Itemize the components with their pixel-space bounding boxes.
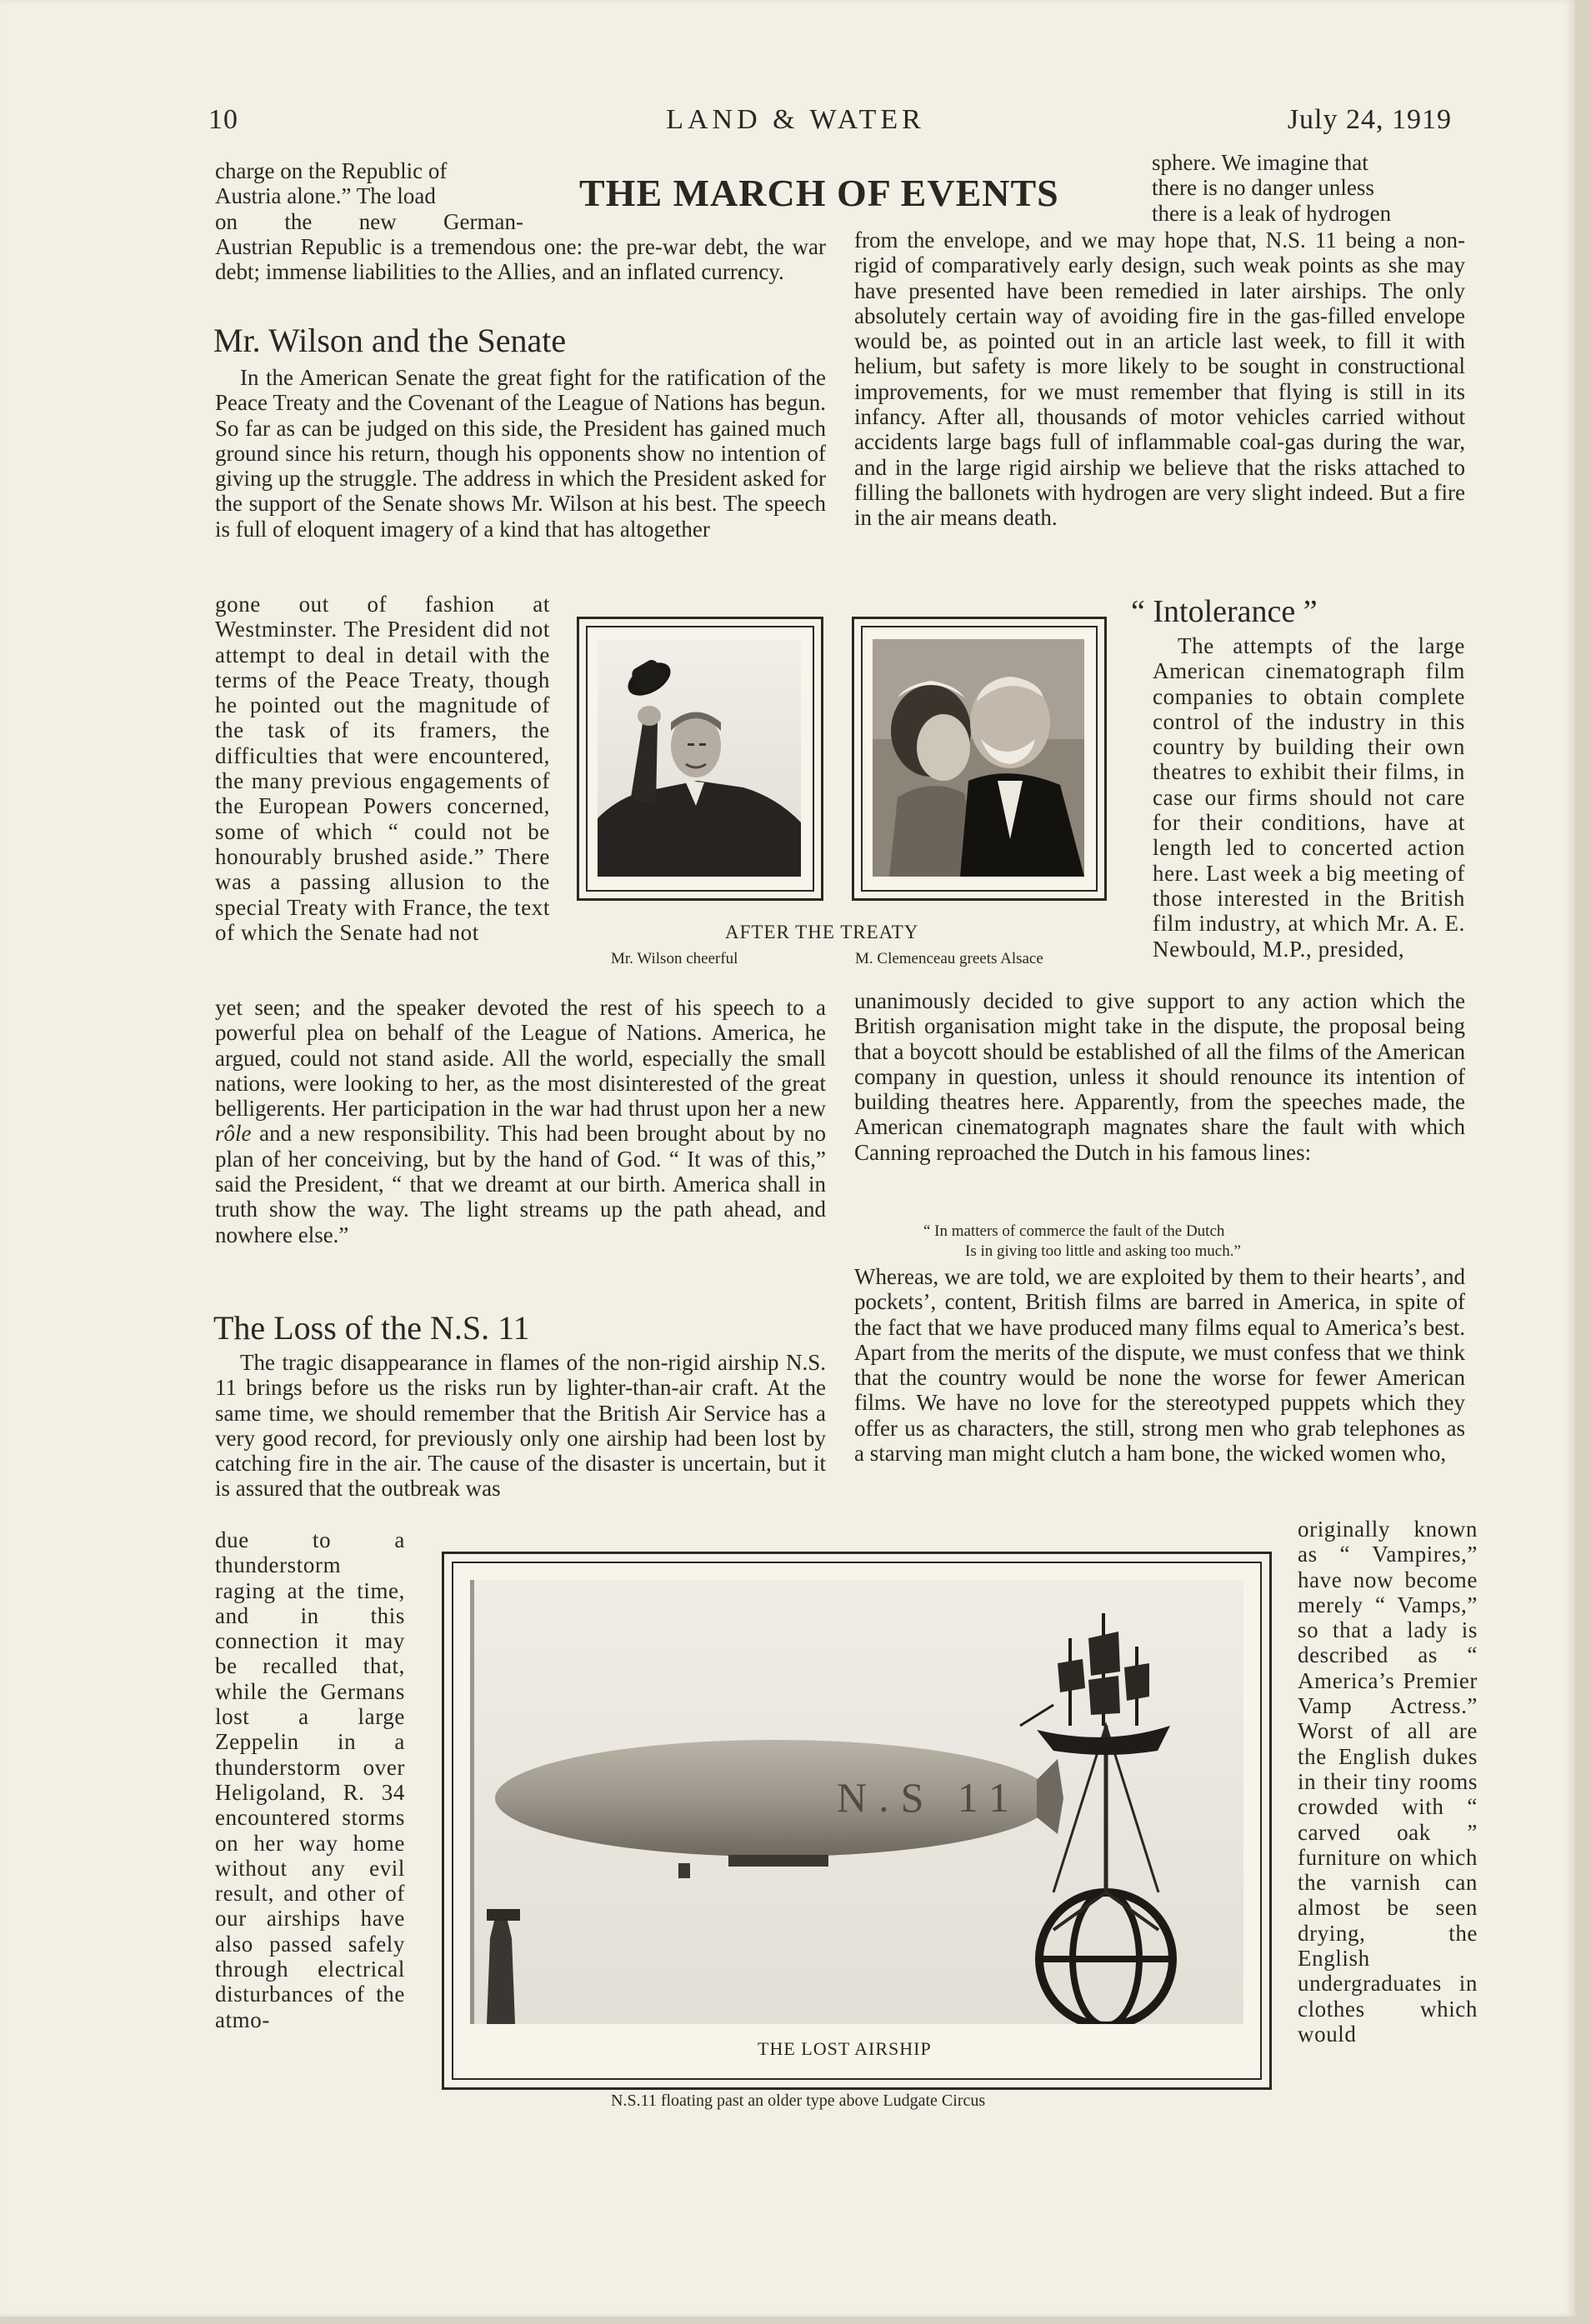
wilson-paragraph-text: In the American Senate the great fight for the ratification of the Peace Treaty and the Covenant of the League of Nations has begun. So far as can be judged on this side, the President has gained much ground since his return, though his opponents show no intention of giving up the struggle. The address in which the President asked for the support of the Senate shows Mr. Wilson at his best. The speech is full of eloquent imagery of a kind that has altogether: [215, 365, 826, 542]
airship-continuation-text: from the envelope, and we may hope that, N.S. 11 being a non-rigid of comparatively early design, such weak points as she may have presented have been remedied in later airships. The only absolutely certain way of avoiding fire in the gas-filled envelope would be, as pointed out in an article last week, to fill it with helium, but safety is more likely to be sought in constructional improvements, for we must remember that flying is still in its infancy. After all, thousands of motor vehicles carried without accidents large bags full of inflammable coal-gas during the war, and in the large rigid airship we believe that the risks attached to filling the ballonets with hydrogen are very slight indeed. But a fire in the air means death.: [854, 227, 1465, 531]
issue-date: July 24, 1919: [1287, 104, 1452, 135]
intolerance-continuation: [854, 988, 1465, 1165]
ns11-narrow-text: due to a thunderstorm raging at the time, and in this connection it may be recalled that, while the Germans lost a large Zeppelin in a thunderstorm over Heligoland, R. 34 encountered storms on her way home without any evil result, and other of our airships have also passed safely through electrical disturbances of the atmo-: [215, 1527, 405, 2032]
intolerance-paragraph-2: [854, 1264, 1465, 1466]
canning-quote-line1: “ In matters of commerce the fault of the Dutch: [923, 1222, 1225, 1240]
clemenceau-photo-frame: [852, 617, 1107, 901]
clemenceau-photo-image: [873, 639, 1084, 877]
intro-line: on the new German-: [215, 208, 523, 234]
section-heading-ns11: The Loss of the N.S. 11: [213, 1309, 530, 1347]
wilson-cont-text: yet seen; and the speaker devoted the rest of his speech to a powerful plea on behalf of the League of Nations. America, he argued, could not stand aside. All the world, especially the small nations, were looking to her, as the most disinterested of the great belligerents. Her participation in the war had thrust upon her a new: [215, 995, 826, 1122]
page-number: 10: [208, 104, 238, 135]
canning-quote-line2: Is in giving too little and asking too much.”: [965, 1242, 1241, 1260]
airship-caption: N.S.11 floating past an older type above Ludgate Circus: [611, 2092, 986, 2110]
col2-top-line: there is a leak of hydrogen: [1152, 200, 1392, 226]
photos-caption-title: AFTER THE TREATY: [725, 922, 919, 942]
wilson-continuation: [215, 995, 826, 1247]
intolerance-narrow-2-text: originally known as “ Vampires,” have now become merely “ Vamps,” so that a lady is described as “ America’s Premier Vamp Actress.” Worst of all are the English dukes in their tiny rooms crowded with “ carved oak ” furniture on which the varnish can almost be seen drying, the English undergraduates in clothes which would: [1298, 1517, 1478, 2047]
wilson-paragraph: [215, 365, 826, 542]
publication-title: LAND & WATER: [666, 104, 925, 135]
wilson-caption: Mr. Wilson cheerful: [611, 950, 738, 967]
intro-paragraph: Austrian Republic is a tremendous one: the pre-war debt, the war debt; immense liabilities to the Allies, and an inflated currency.: [215, 234, 826, 285]
ns11-paragraph-text: The tragic disappearance in flames of the non-rigid airship N.S. 11 brings before us the risks run by lighter-than-air craft. At the same time, we should remember that the British Air Service has a very good record, for previously only one airship had been lost by catching fire in the air. The cause of the disaster is uncertain, but it is assured that the outbreak was: [215, 1350, 826, 1502]
airship-photo-image: [470, 1580, 1243, 2024]
intro-lines: [215, 158, 523, 234]
intolerance-narrow-column-2: [1298, 1517, 1478, 2047]
clemenceau-photo: [873, 639, 1084, 877]
intolerance-continuation-text: unanimously decided to give support to any action which the British organisation might take in the dispute, the proposal being that a boycott should be established of all the films of the American company in question, unless it should renounce its intention of building theatres here. Apparently, from the speeches made, the American cinematograph magnates share the fault with which Canning reproached the Dutch in his famous lines:: [854, 988, 1465, 1165]
wilson-narrow-text: gone out of fashion at Westminster. The President did not attempt to deal in detail with the terms of the Peace Treaty, though he pointed out the magnitude of the task of its framers, the difficulties that were encountered, the many previous engagements of the European Powers concerned, some of which “ could not be honourably brushed aside.” There was a passing allusion to the special Treaty with France, the text of which the Senate had not: [215, 592, 550, 945]
airship-continuation: [854, 227, 1465, 531]
clemenceau-caption: M. Clemenceau greets Alsace: [855, 950, 1043, 967]
wilson-continuation-text: [215, 995, 826, 1247]
wilson-photo: [598, 639, 801, 877]
airship-caption-title: THE LOST AIRSHIP: [758, 2038, 932, 2059]
intolerance-paragraph-2-text: Whereas, we are told, we are exploited by them to their hearts’, and pockets’, content, British films are barred in America, in spite of the fact that we have produced many films equal to America’s best. Apart from the merits of the dispute, we must confess that we think that the country would be none the worse for fewer American films. We have no love for the stereotyped puppets which they offer us as characters, the still, strong men who grab telephones as a starving man might clutch a ham bone, the wicked women who,: [854, 1264, 1465, 1467]
wilson-cont-italic: rôle: [215, 1121, 252, 1147]
col2-top-line: there is no danger unless: [1152, 175, 1374, 201]
col2-top-lines: [1152, 150, 1465, 226]
intolerance-narrow-column: [1153, 633, 1465, 962]
col2-top-line: sphere. We imagine that: [1152, 150, 1368, 175]
intolerance-narrow-text: The attempts of the large American cinematograph film companies to obtain complete control of the industry in this country by building their own theatres to exhibit their films, in case our firms should not care for their conditions, have at length led to concerted action here. Last week a big meeting of those interested in the British film industry, at which Mr. A. E. Newbould, M.P., presided,: [1153, 633, 1465, 962]
wilson-cont-text: and a new responsibility. This had been brought about by no plan of her conceiving, but by the hand of God. “ It was of this,” said the President, “ that we dreamt at our birth. America shall in truth show the way. The light streams up the path ahead, and nowhere else.”: [215, 1121, 826, 1247]
page-edge-right: [1575, 0, 1591, 2324]
page-edge-bottom: [0, 2317, 1591, 2324]
airship-hull-marking: N.S 11: [837, 1774, 1022, 1821]
airship-photo-inner-frame: [452, 1562, 1262, 2080]
wilson-photo-image: [598, 639, 801, 877]
section-heading-intolerance: “ Intolerance ”: [1131, 594, 1318, 629]
wilson-narrow-column: [215, 592, 550, 945]
ns11-paragraph: [215, 1350, 826, 1502]
section-heading-wilson: Mr. Wilson and the Senate: [213, 322, 567, 359]
clemenceau-photo-inner-frame: [861, 626, 1098, 892]
wilson-photo-inner-frame: [586, 626, 814, 892]
intro-line: charge on the Republic of: [215, 158, 448, 183]
intro-line: Austria alone.” The load: [215, 183, 436, 209]
airship-photo-frame: [442, 1552, 1272, 2090]
article-title: THE MARCH OF EVENTS: [579, 172, 1059, 214]
airship-photo: [470, 1580, 1243, 2024]
intro-continuation: [215, 234, 826, 285]
wilson-photo-frame: [577, 617, 823, 901]
ns11-narrow-column: [215, 1527, 405, 2032]
